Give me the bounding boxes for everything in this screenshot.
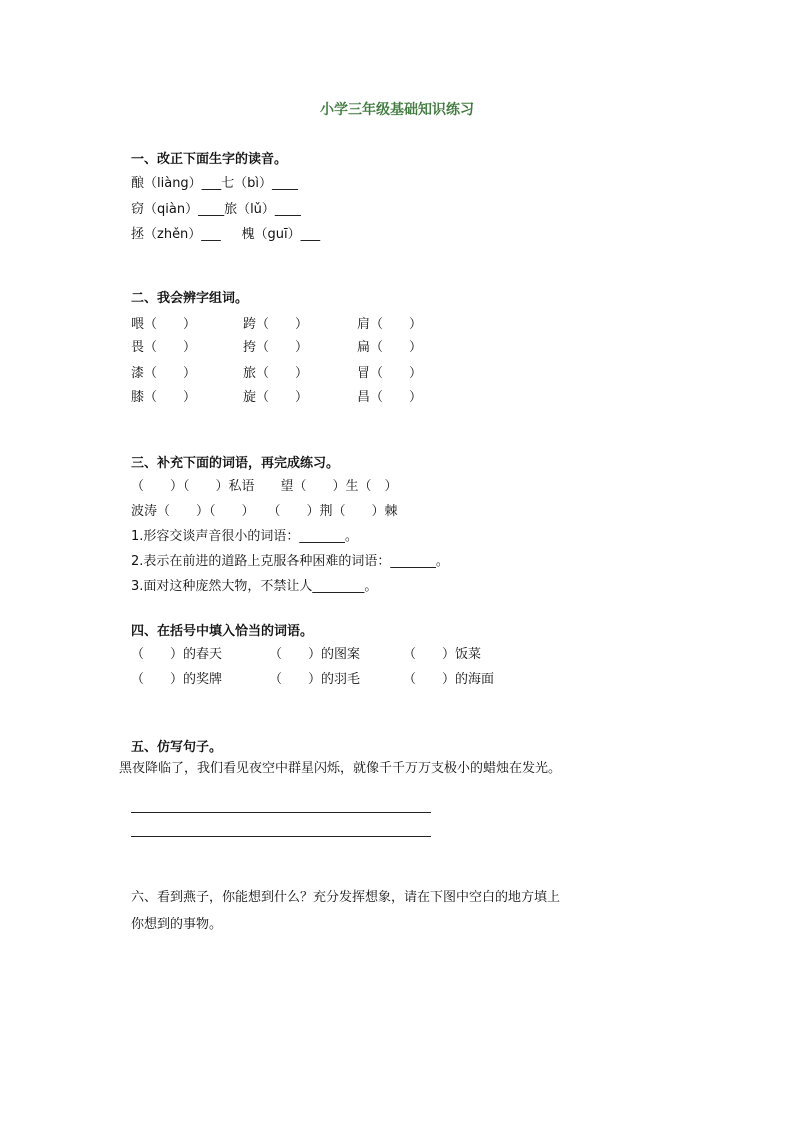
exercise-1: 1.形容交谈声音很小的词语：_______。 xyxy=(131,529,358,544)
section-1-heading: 一、改正下面生字的读音。 xyxy=(131,152,288,167)
section-5-heading: 五、仿写句子。 xyxy=(131,740,223,755)
exercise-2: 2.表示在前进的道路上克服各种困难的词语：_______。 xyxy=(131,554,449,569)
answer-line-2 xyxy=(131,836,431,837)
section-3-heading: 三、补充下面的词语，再完成练习。 xyxy=(131,456,340,471)
phrase-cell: （ ）的羽毛 xyxy=(269,672,361,687)
word-cell: 喂（ ） xyxy=(131,317,197,332)
section-3-line-2: 波涛（ ）（ ） （ ）荆（ ）棘 xyxy=(131,504,398,519)
word-cell: 跨（ ） xyxy=(243,317,309,332)
phrase-cell: （ ）饭菜 xyxy=(403,647,482,662)
phrase-cell: （ ）的海面 xyxy=(403,672,495,687)
page-title: 小学三年级基础知识练习 xyxy=(320,102,474,118)
phrase-cell: （ ）的春天 xyxy=(131,647,223,662)
section-1-line-1: 酿（liàng）___七（bì）____ xyxy=(131,176,299,191)
answer-line-1 xyxy=(131,812,431,813)
section-4-heading: 四、在括号中填入恰当的词语。 xyxy=(131,624,314,639)
section-1-line-2: 窃（qiàn）____旅（lǔ）____ xyxy=(131,202,301,217)
phrase-cell: （ ）的图案 xyxy=(269,647,361,662)
word-cell: 肩（ ） xyxy=(357,317,423,332)
word-cell: 挎（ ） xyxy=(243,340,309,355)
phrase-cell: （ ）的奖牌 xyxy=(131,672,223,687)
section-1-line-3: 拯（zhěn）___ 槐（guī）___ xyxy=(131,227,321,242)
word-cell: 旋（ ） xyxy=(243,390,309,405)
word-cell: 旅（ ） xyxy=(243,366,309,381)
word-cell: 昌（ ） xyxy=(357,390,423,405)
section-6-line-1: 六、看到燕子，你能想到什么？充分发挥想象，请在下图中空白的地方填上 xyxy=(131,890,561,905)
section-2-heading: 二、我会辨字组词。 xyxy=(131,291,249,306)
word-cell: 冒（ ） xyxy=(357,366,423,381)
model-sentence: 黑夜降临了，我们看见夜空中群星闪烁，就像千千万万支极小的蜡烛在发光。 xyxy=(119,761,562,776)
word-cell: 扁（ ） xyxy=(357,340,423,355)
section-6-line-2: 你想到的事物。 xyxy=(131,917,223,932)
word-cell: 畏（ ） xyxy=(131,340,197,355)
word-cell: 漆（ ） xyxy=(131,366,197,381)
section-3-line-1: （ ）（ ）私语 望（ ）生（ ） xyxy=(131,479,398,494)
exercise-3: 3.面对这种庞然大物，不禁让人________。 xyxy=(131,579,378,594)
word-cell: 膝（ ） xyxy=(131,390,197,405)
